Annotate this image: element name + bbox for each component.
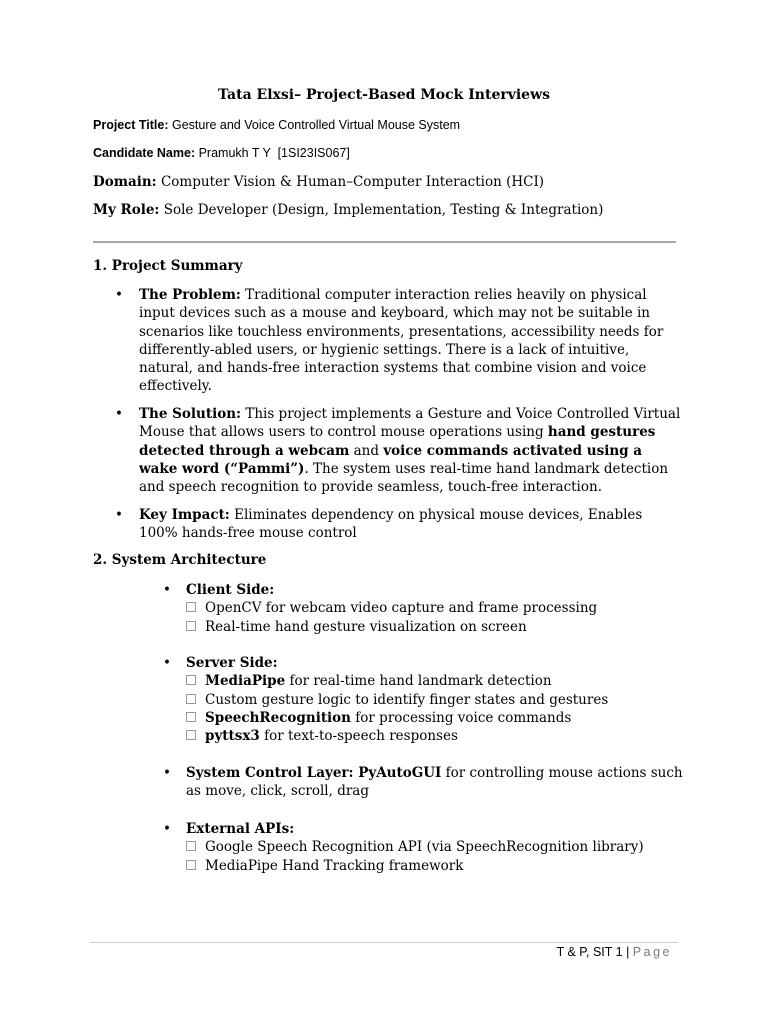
impact-text: Eliminates dependency on physical mouse devices, Enables 100% hands-free mouse control (139, 507, 643, 542)
project-title-label: Project Title: (93, 118, 169, 132)
footer-page-label: Page (632, 945, 672, 959)
solution-text-b: hand gestures detected through a webcam (139, 424, 656, 459)
project-title-line (93, 118, 460, 132)
bullet-icon: • (163, 821, 171, 837)
summary-solution (139, 405, 684, 496)
impact-label: Key Impact: (139, 507, 230, 523)
list-item: pyttsx3 for text-to-speech responses (186, 727, 686, 745)
document-title: Tata Elxsi– Project-Based Mock Interviews (217, 87, 551, 103)
solution-text-c: and (353, 442, 380, 459)
solution-label: The Solution: (139, 406, 242, 422)
domain-value: Computer Vision & Human–Computer Interaction (HCI) (160, 174, 545, 190)
list-item: Custom gesture logic to identify finger states and gestures (186, 691, 686, 709)
list-item: Real-time hand gesture visualization on screen (186, 618, 686, 636)
bullet-icon: • (115, 507, 123, 523)
project-title-value: Gesture and Voice Controlled Virtual Mouse System (171, 118, 461, 132)
server-side-block (186, 654, 686, 745)
solution-text-a: This project implements a Gesture and Voice Controlled Virtual Mouse that allows users to control mouse operations using (139, 406, 681, 441)
solution-text-e: . The system uses real-time hand landmark detection and speech recognition to provide seamless, touch-free interaction. (139, 460, 669, 496)
external-apis-label: External APIs: (186, 821, 295, 837)
control-layer-text: for controlling mouse actions such as move, click, scroll, drag (186, 765, 683, 800)
candidate-value: Pramukh T Y [1SI23IS067] (198, 146, 350, 160)
domain-line (93, 174, 544, 190)
summary-problem (139, 286, 684, 396)
list-item: OpenCV for webcam video capture and frame processing (186, 599, 686, 617)
section-heading-summary: 1. Project Summary (93, 258, 243, 274)
checkbox-bullet-icon (186, 602, 196, 612)
bullet-icon: • (115, 287, 123, 303)
domain-label: Domain: (93, 174, 157, 190)
external-apis-block (186, 820, 686, 875)
role-value: Sole Developer (Design, Implementation, Testing & Integration) (163, 202, 604, 218)
problem-label: The Problem: (139, 287, 241, 303)
list-item: SpeechRecognition for processing voice commands (186, 709, 686, 727)
bullet-icon: • (163, 655, 171, 671)
footer-text: T & P, SIT 1 | (556, 945, 633, 959)
footer-divider (90, 942, 678, 943)
candidate-line (93, 146, 350, 160)
problem-text: Traditional computer interaction relies heavily on physical input devices such as a mouse and keyboard, which may not be suitable in scenarios like touchless environments, presentations, accessibility needs for differently-abled users, or hygienic settings. There is a lack of intuitive, natural, and hands-free interaction systems that combine vision and voice effectively. (139, 287, 664, 395)
client-side-label: Client Side: (186, 582, 275, 598)
list-item: MediaPipe Hand Tracking framework (186, 857, 686, 875)
section-heading-architecture: 2. System Architecture (93, 552, 267, 568)
checkbox-bullet-icon (186, 860, 196, 870)
client-side-block (186, 581, 686, 636)
role-label: My Role: (93, 202, 160, 218)
checkbox-bullet-icon (186, 712, 196, 722)
bullet-icon: • (115, 406, 123, 422)
solution-text-d: voice commands activated using a wake word (“Pammi”) (139, 442, 643, 477)
role-line (93, 202, 603, 218)
checkbox-bullet-icon (186, 621, 196, 631)
list-item: Google Speech Recognition API (via SpeechRecognition library) (186, 838, 686, 856)
control-layer-label: System Control Layer: PyAutoGUI (186, 765, 442, 781)
server-side-label: Server Side: (186, 655, 278, 671)
summary-impact (139, 506, 684, 543)
candidate-label: Candidate Name: (93, 146, 196, 160)
control-layer-block (186, 764, 686, 801)
page-footer (557, 945, 672, 959)
bullet-icon: • (163, 582, 171, 598)
list-item: MediaPipe for real-time hand landmark detection (186, 672, 686, 690)
checkbox-bullet-icon (186, 694, 196, 704)
checkbox-bullet-icon (186, 730, 196, 740)
bullet-icon: • (163, 765, 171, 781)
checkbox-bullet-icon (186, 841, 196, 851)
checkbox-bullet-icon (186, 675, 196, 685)
header-divider (93, 241, 676, 243)
